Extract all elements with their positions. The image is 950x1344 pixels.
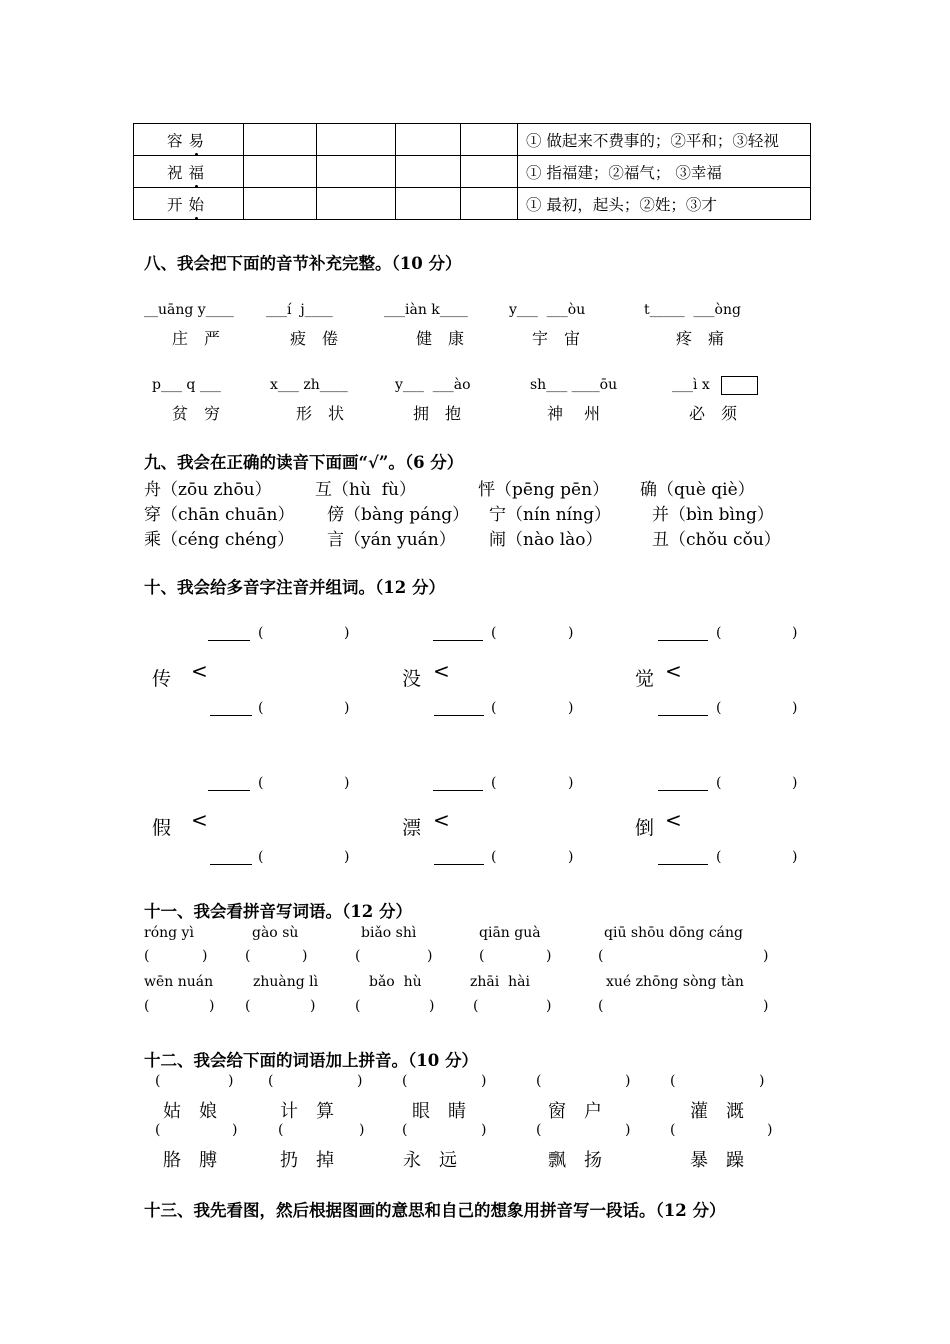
answer-paren[interactable]: ) (202, 948, 208, 964)
pinyin-line[interactable] (658, 790, 708, 791)
reading-option[interactable]: 傍（bàng páng） (327, 505, 470, 525)
pinyin-line[interactable] (210, 715, 252, 716)
answer-cell[interactable] (396, 124, 461, 156)
left-paren: ( (258, 775, 264, 791)
answer-paren[interactable]: ) (302, 948, 308, 964)
answer-paren[interactable]: ( (670, 1073, 676, 1089)
answer-paren[interactable]: ( (402, 1122, 408, 1138)
table-row (134, 188, 811, 220)
hanzi-word: 暴 躁 (690, 1150, 744, 1171)
answer-paren[interactable]: ) (427, 948, 433, 964)
pinyin-blank[interactable]: ___ì x (672, 377, 710, 393)
hanzi-word: 计 算 (280, 1101, 334, 1122)
brace-icon: < (665, 659, 682, 683)
pinyin-blank[interactable]: __uāng y____ (144, 302, 234, 318)
answer-cell[interactable] (461, 156, 518, 188)
left-paren: ( (258, 849, 264, 865)
reading-option[interactable]: 言（yán yuán） (327, 530, 456, 550)
polyphone-char: 没 (402, 668, 422, 690)
right-paren: ) (568, 849, 574, 865)
reading-option[interactable]: 乘（céng chéng） (144, 530, 295, 550)
left-paren: ( (258, 700, 264, 716)
answer-paren[interactable]: ( (479, 948, 485, 964)
answer-paren[interactable]: ( (536, 1122, 542, 1138)
meaning-cell: ① 做起来不费事的；②平和；③轻视 (518, 124, 811, 156)
meaning-cell: ① 指福建；②福气； ③幸福 (518, 156, 811, 188)
section-12-title: 十二、我会给下面的词语加上拼音。（10 分） (144, 1051, 478, 1070)
right-paren: ) (792, 700, 798, 716)
pinyin-prompt: biǎo shì (361, 925, 417, 941)
pinyin-line[interactable] (433, 640, 483, 641)
hanzi-word: 健 康 (416, 329, 465, 348)
hanzi-word: 必 须 (689, 404, 738, 423)
polyphone-char: 觉 (635, 668, 655, 690)
answer-cell[interactable] (317, 156, 396, 188)
right-paren: ) (568, 700, 574, 716)
answer-paren[interactable]: ) (359, 1122, 365, 1138)
reading-option[interactable]: 舟（zōu zhōu） (144, 480, 272, 500)
right-paren: ) (344, 625, 350, 641)
left-paren: ( (491, 625, 497, 641)
pinyin-line[interactable] (658, 715, 708, 716)
reading-option[interactable]: 闹（nào lào） (489, 530, 603, 550)
brace-icon: < (433, 808, 450, 832)
reading-option[interactable]: 怦（pēng pēn） (478, 480, 610, 500)
section-11-title: 十一、我会看拼音写词语。（12 分） (144, 902, 412, 921)
left-paren: ( (716, 775, 722, 791)
pinyin-blank[interactable]: y___ ___òu (509, 302, 586, 318)
answer-paren[interactable]: ) (481, 1122, 487, 1138)
answer-paren[interactable]: ( (245, 998, 251, 1014)
pinyin-prompt: xué zhōng sòng tàn (606, 974, 744, 990)
pinyin-line[interactable] (208, 640, 250, 641)
pinyin-line[interactable] (658, 864, 708, 865)
polyphone-char: 漂 (402, 817, 422, 839)
pinyin-prompt: qiū shōu dōng cáng (604, 925, 743, 941)
hanzi-word: 扔 掉 (280, 1150, 334, 1171)
pinyin-line[interactable] (434, 864, 484, 865)
hanzi-word: 眼 睛 (412, 1101, 466, 1122)
hanzi-word: 灌 溉 (690, 1101, 744, 1122)
polyphone-char: 倒 (635, 817, 655, 839)
left-paren: ( (258, 625, 264, 641)
meaning-cell: ① 最初，起头；②姓；③才 (518, 188, 811, 220)
left-paren: ( (491, 775, 497, 791)
pinyin-prompt: qiān guà (479, 925, 541, 941)
pinyin-prompt: róng yì (144, 925, 194, 941)
pinyin-blank[interactable]: ___iàn k____ (384, 302, 468, 318)
polyphone-char: 传 (152, 668, 172, 690)
section-10-title: 十、我会给多音字注音并组词。（12 分） (144, 578, 445, 597)
pinyin-prompt: zhuàng lì (253, 974, 319, 990)
pinyin-line[interactable] (434, 715, 484, 716)
answer-paren[interactable]: ( (536, 1073, 542, 1089)
answer-paren[interactable]: ( (473, 998, 479, 1014)
section-13-title: 十三、我先看图，然后根据图画的意思和自己的想象用拼音写一段话。（12 分） (144, 1201, 726, 1220)
word-cell: 祝福 (134, 156, 244, 188)
answer-paren[interactable]: ( (355, 948, 361, 964)
pinyin-line[interactable] (210, 864, 252, 865)
section-9-title: 九、我会在正确的读音下面画“√”。（6 分） (144, 453, 464, 472)
answer-paren[interactable]: ) (546, 948, 552, 964)
left-paren: ( (716, 849, 722, 865)
answer-cell[interactable] (461, 188, 518, 220)
answer-paren[interactable]: ( (278, 1122, 284, 1138)
table-row (134, 124, 811, 156)
pinyin-blank[interactable]: x___ zh____ (270, 377, 348, 393)
answer-paren[interactable]: ( (155, 1122, 161, 1138)
answer-paren[interactable]: ( (144, 998, 150, 1014)
answer-paren[interactable]: ( (598, 998, 604, 1014)
pinyin-blank[interactable]: y___ ___ào (395, 377, 471, 393)
hanzi-word: 拥 抱 (413, 404, 462, 423)
answer-cell[interactable] (244, 124, 317, 156)
answer-cell[interactable] (244, 188, 317, 220)
answer-paren[interactable]: ( (402, 1073, 408, 1089)
reading-option[interactable]: 宁（nín níng） (489, 505, 611, 525)
reading-option[interactable]: 穿（chān chuān） (144, 505, 295, 525)
hanzi-word: 疲 倦 (290, 329, 339, 348)
word-cell: 开始 (134, 188, 244, 220)
left-paren: ( (716, 625, 722, 641)
reading-option[interactable]: 丑（chǒu cǒu） (652, 530, 781, 550)
answer-paren[interactable]: ) (625, 1122, 631, 1138)
reading-option[interactable]: 确（què qiè） (640, 480, 755, 500)
answer-paren[interactable]: ) (546, 998, 552, 1014)
left-paren: ( (491, 700, 497, 716)
answer-paren[interactable]: ( (670, 1122, 676, 1138)
hanzi-word: 永 远 (403, 1150, 457, 1171)
answer-paren[interactable]: ) (228, 1073, 234, 1089)
answer-cell[interactable] (396, 188, 461, 220)
pinyin-line[interactable] (658, 640, 708, 641)
hanzi-word: 形 状 (296, 404, 345, 423)
reading-option[interactable]: 互（hù fù） (315, 480, 416, 500)
answer-box[interactable] (721, 376, 758, 395)
answer-paren[interactable]: ( (155, 1073, 161, 1089)
answer-cell[interactable] (396, 156, 461, 188)
pinyin-blank[interactable]: p___ q ___ (152, 377, 221, 393)
hanzi-word: 窗 户 (548, 1101, 602, 1122)
brace-icon: < (191, 808, 208, 832)
pinyin-prompt: zhāi hài (470, 974, 530, 990)
pinyin-prompt: gào sù (252, 925, 299, 941)
hanzi-word: 神 州 (547, 404, 601, 423)
answer-paren[interactable]: ) (763, 948, 769, 964)
section-8-title: 八、我会把下面的音节补充完整。（10 分） (144, 254, 462, 273)
left-paren: ( (716, 700, 722, 716)
answer-paren[interactable]: ) (429, 998, 435, 1014)
answer-paren[interactable]: ( (245, 948, 251, 964)
answer-paren[interactable]: ) (767, 1122, 773, 1138)
answer-cell[interactable] (461, 124, 518, 156)
hanzi-word: 贫 穷 (172, 404, 221, 423)
right-paren: ) (792, 625, 798, 641)
pinyin-prompt: wēn nuán (144, 974, 214, 990)
answer-cell[interactable] (317, 124, 396, 156)
right-paren: ) (344, 775, 350, 791)
brace-icon: < (665, 808, 682, 832)
answer-paren[interactable]: ( (268, 1073, 274, 1089)
answer-paren[interactable]: ( (144, 948, 150, 964)
hanzi-word: 飘 扬 (548, 1150, 602, 1171)
pinyin-blank[interactable]: ___í j____ (266, 302, 333, 318)
answer-cell[interactable] (244, 156, 317, 188)
right-paren: ) (344, 700, 350, 716)
answer-paren[interactable]: ) (763, 998, 769, 1014)
answer-paren[interactable]: ) (310, 998, 316, 1014)
reading-option[interactable]: 并（bìn bìng） (652, 505, 774, 525)
answer-cell[interactable] (317, 188, 396, 220)
brace-icon: < (433, 659, 450, 683)
pinyin-blank[interactable]: sh___ ____ōu (530, 377, 618, 393)
left-paren: ( (491, 849, 497, 865)
table-row (134, 156, 811, 188)
answer-paren[interactable]: ) (481, 1073, 487, 1089)
polyphone-char: 假 (152, 817, 172, 839)
answer-paren[interactable]: ( (598, 948, 604, 964)
pinyin-blank[interactable]: t_____ ___òng (644, 302, 741, 318)
meaning-table (133, 123, 811, 220)
hanzi-word: 胳 膊 (163, 1150, 217, 1171)
pinyin-line[interactable] (208, 790, 250, 791)
answer-paren[interactable]: ) (209, 998, 215, 1014)
right-paren: ) (568, 625, 574, 641)
answer-paren[interactable]: ) (232, 1122, 238, 1138)
answer-paren[interactable]: ) (625, 1073, 631, 1089)
answer-paren[interactable]: ( (355, 998, 361, 1014)
answer-paren[interactable]: ) (357, 1073, 363, 1089)
right-paren: ) (792, 849, 798, 865)
right-paren: ) (792, 775, 798, 791)
word-cell: 容易 (134, 124, 244, 156)
hanzi-word: 庄 严 (172, 329, 221, 348)
hanzi-word: 姑 娘 (163, 1101, 217, 1122)
pinyin-prompt: bǎo hù (369, 974, 422, 990)
right-paren: ) (568, 775, 574, 791)
right-paren: ) (344, 849, 350, 865)
answer-paren[interactable]: ) (759, 1073, 765, 1089)
hanzi-word: 宇 宙 (532, 329, 581, 348)
pinyin-line[interactable] (433, 790, 483, 791)
brace-icon: < (191, 659, 208, 683)
hanzi-word: 疼 痛 (676, 329, 725, 348)
